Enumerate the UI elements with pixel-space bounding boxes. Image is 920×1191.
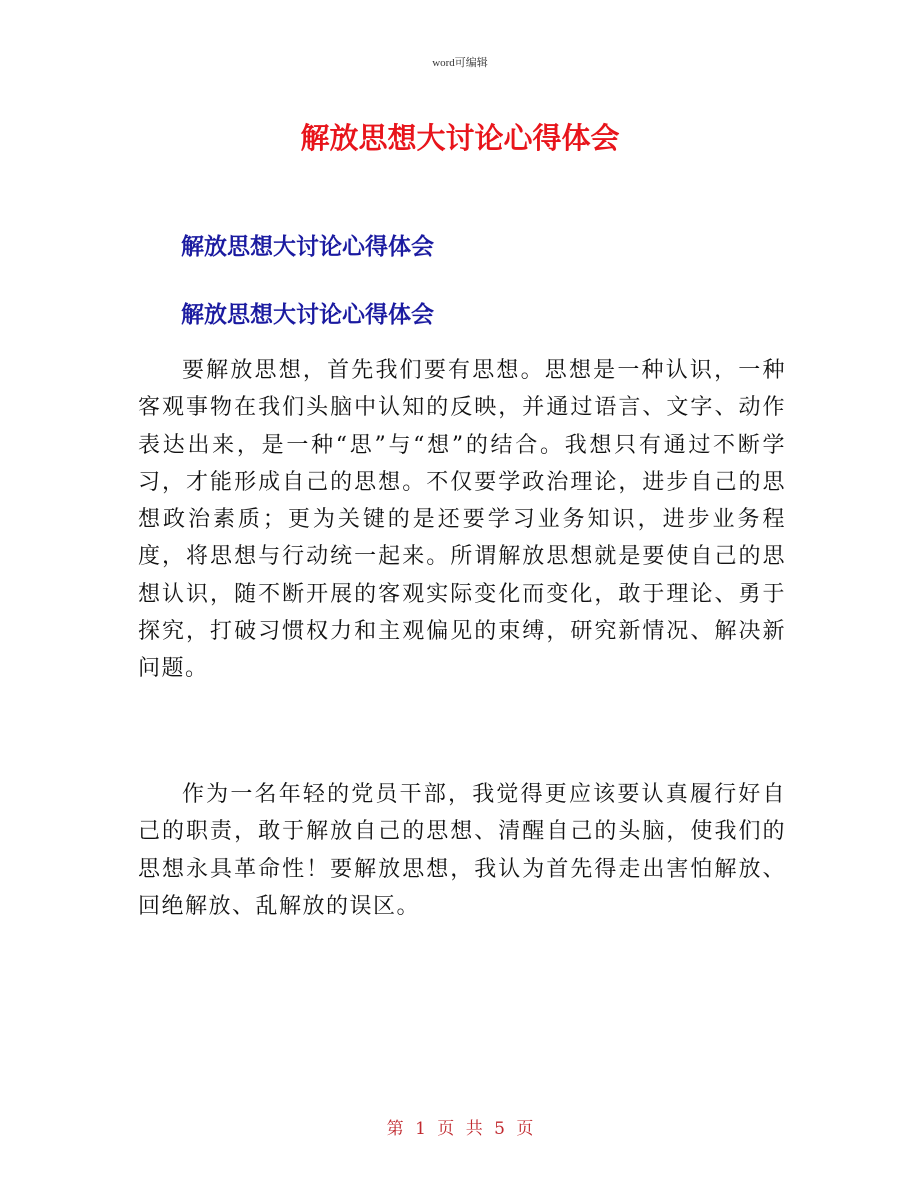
- page-header: word可编辑: [432, 57, 488, 69]
- subheading-2: 解放思想大讨论心得体会: [181, 302, 434, 328]
- body-paragraph-1: 要解放思想，首先我们要有思想。思想是一种认识，一种客观事物在我们头脑中认知的反映，并通过语言、文字、动作表达出来，是一种“思”与“想”的结合。我想只有通过不断学习，才能形成自己的思想。不仅要学政治理论，进步自己的思想政治素质；更为关键的是还要学习业务知识，进步业务程度，将思想与行动统一起来。所谓解放思想就是要使自己的思想认识，随不断开展的客观实际变化而变化，敢于理论、勇于探究，打破习惯权力和主观偏见的束缚，研究新情况、解决新问题。: [138, 358, 786, 682]
- page-number-footer: 第 1 页 共 5 页: [386, 1119, 534, 1139]
- body-paragraph-2: 作为一名年轻的党员干部，我觉得更应该要认真履行好自己的职责，敢于解放自己的思想、清醒自己的头脑，使我们的思想永具革命性！要解放思想，我认为首先得走出害怕解放、回绝解放、乱解放的误区。: [138, 782, 786, 919]
- subheading-1: 解放思想大讨论心得体会: [181, 234, 434, 260]
- document-title: 解放思想大讨论心得体会: [300, 121, 620, 155]
